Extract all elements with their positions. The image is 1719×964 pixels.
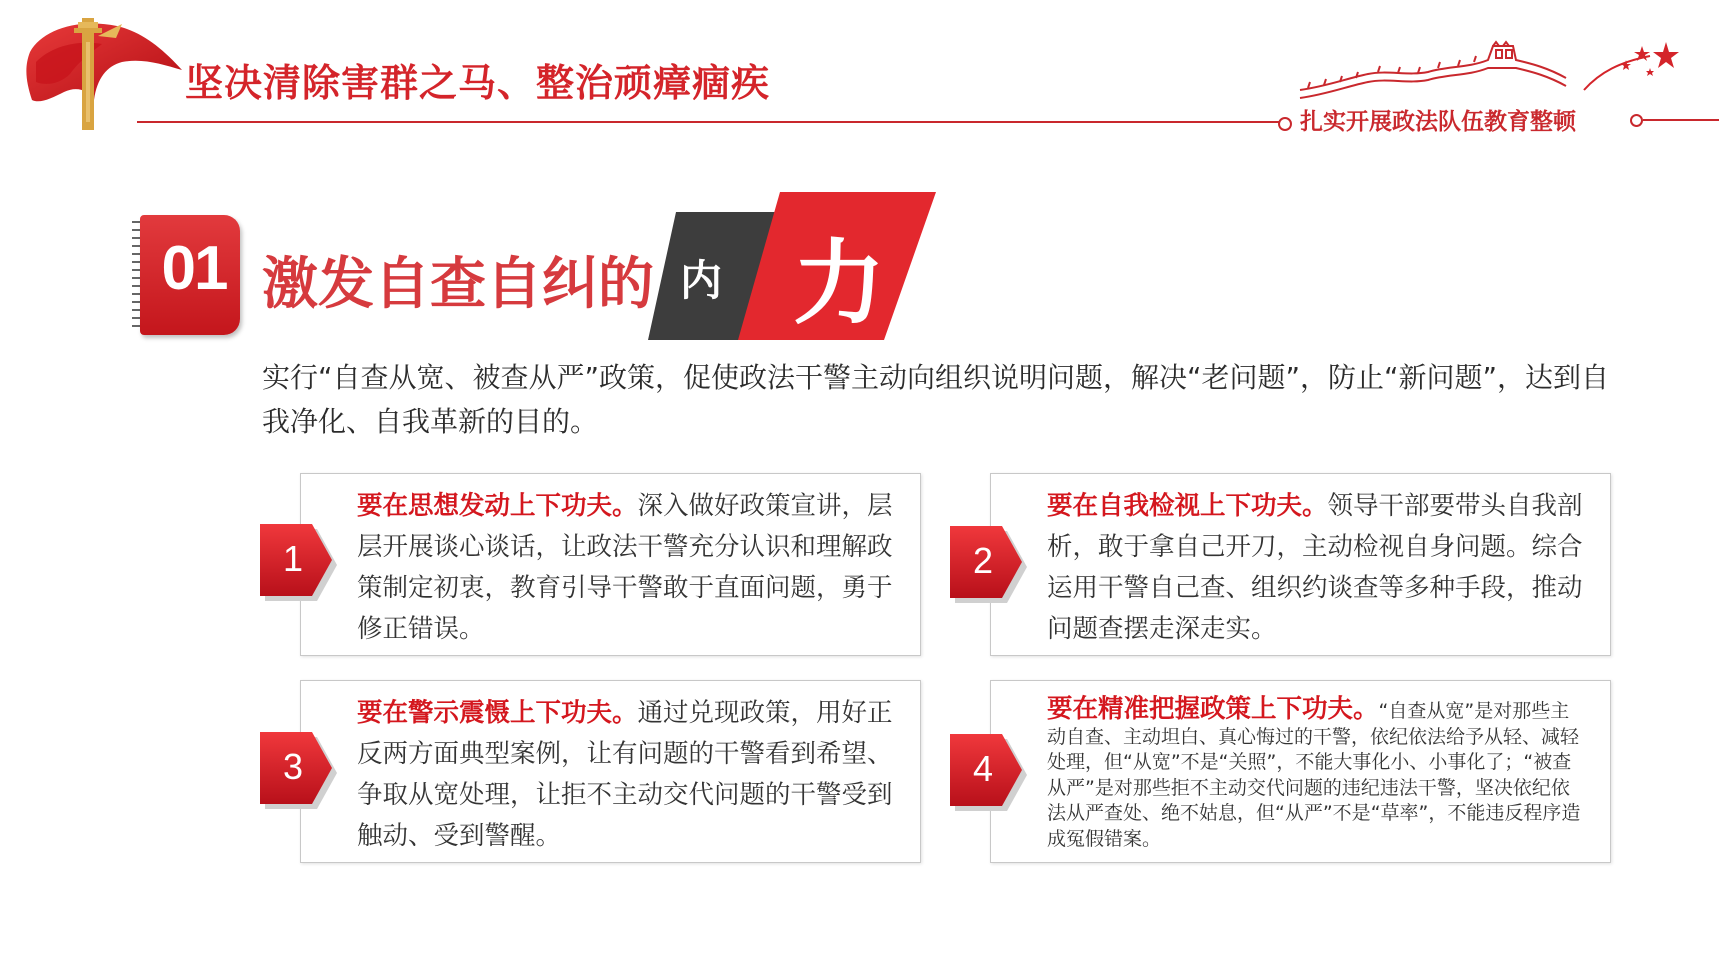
- card-number-badge: [948, 526, 1028, 606]
- section-number: 01: [161, 234, 227, 303]
- stars-icon: [1580, 38, 1680, 98]
- card-number-badge: [258, 732, 338, 812]
- section-number-badge: [140, 215, 240, 335]
- card-heading: 要在警示震慑上下功夫。: [357, 698, 638, 728]
- divider-dot-icon: [1630, 114, 1643, 127]
- card-number-badge: [258, 524, 338, 604]
- card-text: [357, 486, 907, 650]
- section-title: 激发自查自纠的: [262, 252, 654, 317]
- point-card-2: [990, 473, 1611, 656]
- card-body: “自查从宽”是对那些主动自查、主动坦白、真心悔过的干警，依纪依法给予从轻、减轻处理，但“从宽”不是“关照”，不能大事化小、小事化了；“被查从严”是对那些拒不主动交代问题的违纪违法干警，坚决依纪依法从严查处、绝不姑息，但“从严”不是“草率”，不能违反程序造成冤假错案。: [1047, 700, 1581, 850]
- card-text: [1047, 486, 1597, 650]
- header-right-divider: [1643, 119, 1719, 121]
- red-flag-emblem-icon: [22, 12, 187, 137]
- header-title: 坚决清除害群之马、整治顽瘴痼疾: [185, 61, 771, 105]
- header-divider: [137, 121, 1285, 123]
- card-text: [357, 693, 907, 857]
- card-heading: 要在自我检视上下功夫。: [1047, 491, 1328, 521]
- card-number-badge: [948, 734, 1028, 814]
- card-heading: 要在精准把握政策上下功夫。: [1047, 694, 1379, 724]
- section-title-inner: 内: [680, 256, 723, 305]
- card-heading: 要在思想发动上下功夫。: [357, 491, 638, 521]
- point-card-3: [300, 680, 921, 863]
- card-body: 深入做好政策宣讲，层层开展谈心谈话，让政法干警充分认识和理解政策制定初衷，教育引导干警敢于直面问题，勇于修正错误。: [357, 491, 893, 644]
- section-title-strength: 力: [793, 230, 886, 337]
- card-number: 4: [972, 748, 994, 789]
- card-number: 3: [282, 746, 304, 787]
- point-card-1: [300, 473, 921, 656]
- intro-paragraph: 实行“自查从宽、被查从严”政策，促使政法干警主动向组织说明问题，解决“老问题”，防止“新问题”，达到自我净化、自我革新的目的。: [262, 361, 1610, 438]
- great-wall-icon: [1298, 38, 1568, 104]
- card-number: 2: [972, 540, 994, 581]
- card-body: 领导干部要带头自我剖析，敢于拿自己开刀，主动检视自身问题。综合运用干警自己查、组织约谈查等多种手段，推动问题查摆走深走实。: [1047, 491, 1583, 644]
- card-text: [1047, 694, 1582, 852]
- divider-dot-icon: [1278, 117, 1292, 131]
- card-number: 1: [282, 538, 304, 579]
- point-card-4: [990, 680, 1611, 863]
- card-body: 通过兑现政策，用好正反两方面典型案例，让有问题的干警看到希望、争取从宽处理，让拒不主动交代问题的干警受到触动、受到警醒。: [357, 698, 893, 851]
- header-subtitle: 扎实开展政法队伍教育整顿: [1300, 108, 1576, 135]
